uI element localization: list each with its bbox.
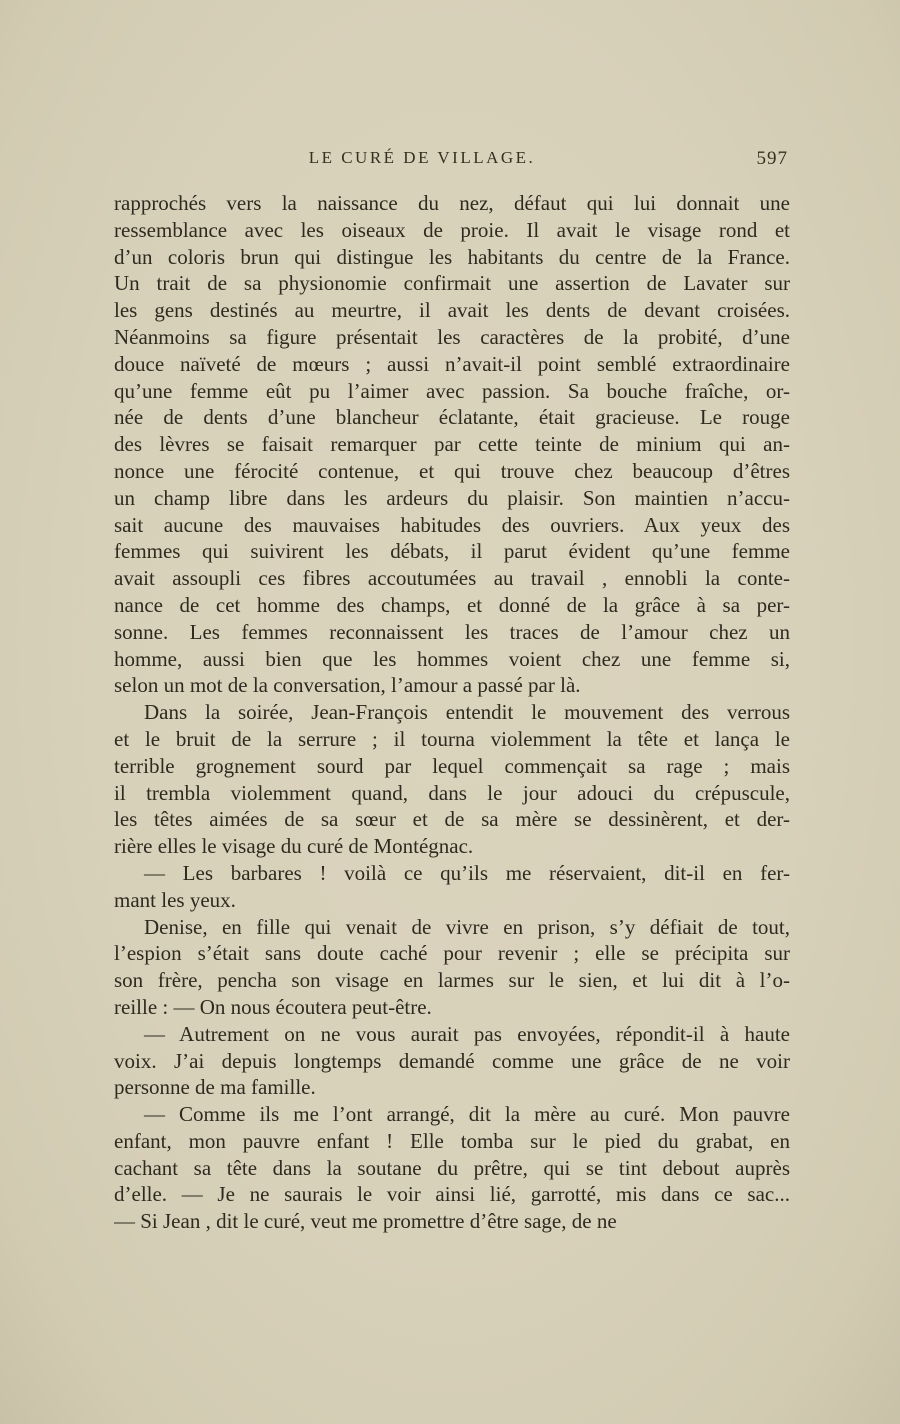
- text-line: des lèvres se faisait remarquer par cette teinte de minium qui an-: [114, 432, 790, 457]
- paragraph: [114, 699, 790, 860]
- text-line: qu’une femme eût pu l’aimer avec passion. Sa bouche fraîche, or-: [114, 378, 790, 403]
- text-line: enfant, mon pauvre enfant ! Elle tomba sur le pied du grabat, en: [114, 1128, 790, 1153]
- text-line: son frère, pencha son visage en larmes sur le sien, et lui dit à l’o-: [114, 968, 790, 993]
- text-line: les gens destinés au meurtre, il avait les dents de devant croisées.: [114, 298, 790, 323]
- paragraph: [114, 1021, 790, 1101]
- text-line: — Autrement on ne vous aurait pas envoyées, répondit-il à haute: [144, 1021, 790, 1046]
- text-line: personne de ma famille.: [114, 1075, 316, 1100]
- text-area: [114, 148, 790, 1235]
- text-line: Un trait de sa physionomie confirmait une assertion de Lavater sur: [114, 271, 790, 296]
- text-line: — Comme ils me l’ont arrangé, dit la mère au curé. Mon pauvre: [144, 1102, 790, 1127]
- header-title: LE CURÉ DE VILLAGE.: [308, 148, 536, 167]
- text-line: Dans la soirée, Jean-François entendit le mouvement des verrous: [144, 700, 790, 725]
- paragraph: [114, 1101, 790, 1235]
- text-line: terrible grognement sourd par lequel commençait sa rage ; mais: [114, 753, 790, 778]
- text-line: les têtes aimées de sa sœur et de sa mère se dessinèrent, et der-: [114, 807, 790, 832]
- text-block: [114, 190, 790, 1235]
- text-line: douce naïveté de mœurs ; aussi n’avait-il point semblé extraordinaire: [114, 351, 790, 376]
- text-line: sonne. Les femmes reconnaissent les traces de l’amour chez un: [114, 619, 790, 644]
- text-line: avait assoupli ces fibres accoutumées au travail , ennobli la conte-: [114, 566, 790, 591]
- paragraph: [114, 914, 790, 1021]
- text-line: selon un mot de la conversation, l’amour a passé par là.: [114, 673, 581, 698]
- text-line: sait aucune des mauvaises habitudes des ouvriers. Aux yeux des: [114, 512, 790, 537]
- text-line: mant les yeux.: [114, 887, 236, 912]
- text-line: Néanmoins sa figure présentait les caractères de la probité, d’une: [114, 324, 790, 349]
- text-line: rière elles le visage du curé de Montégnac.: [114, 834, 474, 859]
- text-line: homme, aussi bien que les hommes voient chez une femme si,: [114, 646, 790, 671]
- text-line: l’espion s’était sans doute caché pour revenir ; elle se précipita sur: [114, 941, 790, 966]
- text-line: nonce une férocité contenue, et qui trouve chez beaucoup d’êtres: [114, 458, 790, 483]
- text-line: — Les barbares ! voilà ce qu’ils me réservaient, dit-il en fer-: [144, 860, 790, 885]
- paragraph: [114, 190, 790, 699]
- text-line: d’elle. — Je ne saurais le voir ainsi lié, garrotté, mis dans ce sac...: [114, 1182, 790, 1207]
- text-line: il trembla violemment quand, dans le jour adouci du crépuscule,: [114, 780, 790, 805]
- text-line: rapprochés vers la naissance du nez, défaut qui lui donnait une: [114, 191, 790, 215]
- running-header: [114, 148, 790, 174]
- text-line: nance de cet homme des champs, et donné de la grâce à sa per-: [114, 592, 790, 617]
- text-line: Denise, en fille qui venait de vivre en prison, s’y défiait de tout,: [144, 914, 790, 939]
- text-line: cachant sa tête dans la soutane du prêtre, qui se tint debout auprès: [114, 1155, 790, 1180]
- text-line: femmes qui suivirent les débats, il parut évident qu’une femme: [114, 539, 790, 564]
- text-line: — Si Jean , dit le curé, veut me promettre d’être sage, de ne: [114, 1209, 617, 1234]
- text-line: voix. J’ai depuis longtemps demandé comme une grâce de ne voir: [114, 1048, 790, 1073]
- paragraph: [114, 860, 790, 914]
- text-line: et le bruit de la serrure ; il tourna violemment la tête et lança le: [114, 726, 790, 751]
- text-line: née de dents d’une blancheur éclatante, était gracieuse. Le rouge: [114, 405, 790, 430]
- text-line: d’un coloris brun qui distingue les habitants du centre de la France.: [114, 244, 790, 269]
- text-line: reille : — On nous écoutera peut-être.: [114, 994, 432, 1019]
- page-number: 597: [756, 148, 788, 169]
- text-line: un champ libre dans les ardeurs du plaisir. Son maintien n’accu-: [114, 485, 790, 510]
- text-line: ressemblance avec les oiseaux de proie. Il avait le visage rond et: [114, 217, 790, 242]
